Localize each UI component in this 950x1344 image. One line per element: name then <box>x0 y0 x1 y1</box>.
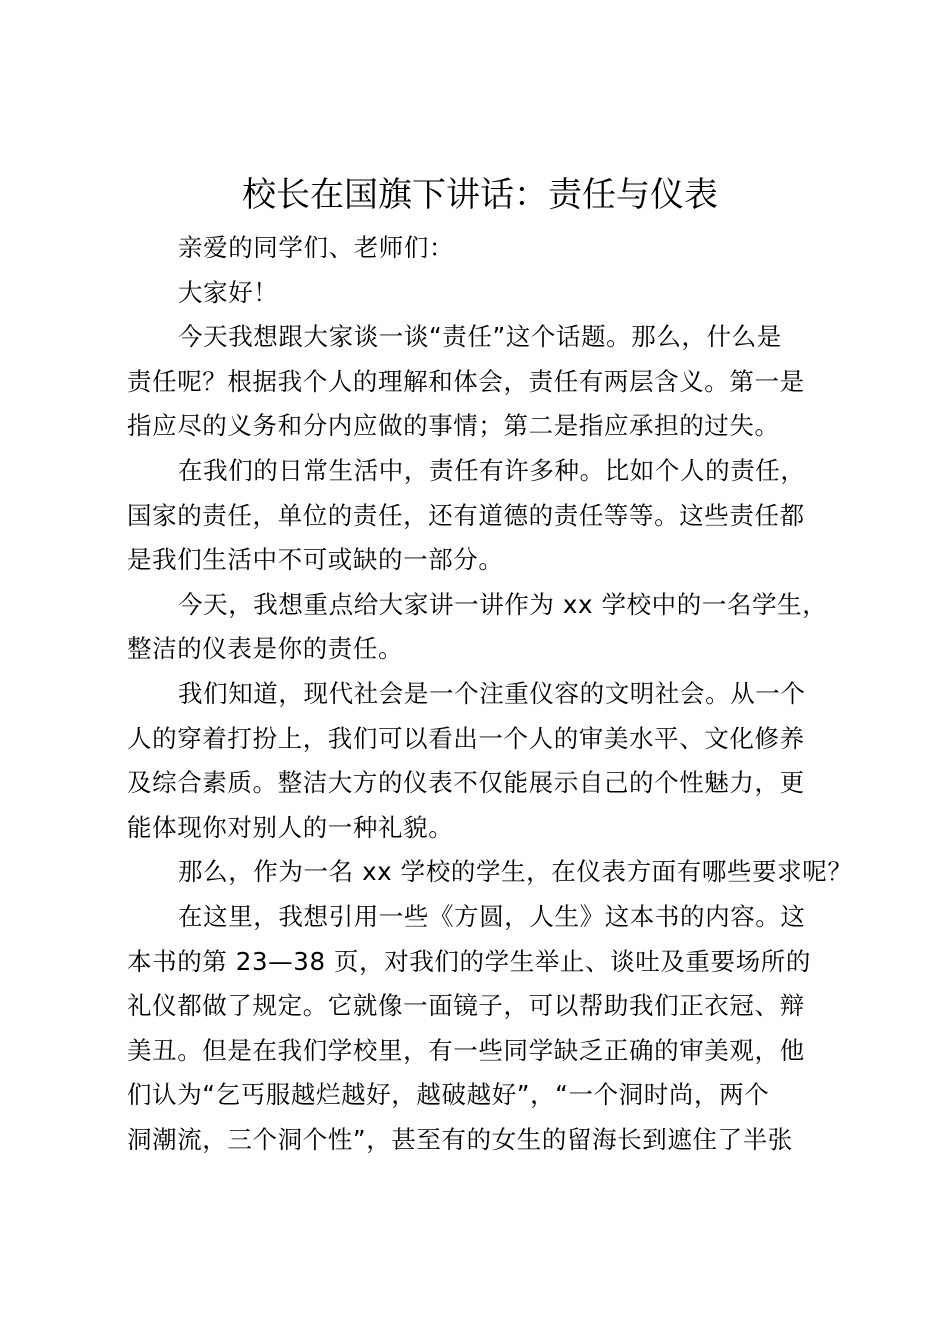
body-line: 本书的第 23—38 页，对我们的学生举止、谈吐及重要场所的 <box>127 946 811 976</box>
body-line: 国家的责任，单位的责任，还有道德的责任等等。这些责任都 <box>127 500 805 530</box>
body-line: 们认为“乞丐服越烂越好，越破越好”，“一个洞时尚，两个 <box>127 1080 770 1110</box>
body-line: 是我们生活中不可或缺的一部分。 <box>127 545 504 575</box>
body-line: 能体现你对别人的一种礼貌。 <box>127 812 454 842</box>
body-line: 今天我想跟大家谈一谈“责任”这个话题。那么，什么是 <box>178 322 782 352</box>
body-line: 整洁的仪表是你的责任。 <box>127 634 404 664</box>
document-body <box>127 226 853 1162</box>
document-title: 校长在国旗下讲话：责任与仪表 <box>242 175 718 215</box>
body-line: 人的穿着打扮上，我们可以看出一个人的审美水平、文化修养 <box>127 723 805 753</box>
body-line: 洞潮流，三个洞个性”，甚至有的女生的留海长到遮住了半张 <box>127 1124 793 1154</box>
body-line: 指应尽的义务和分内应做的事情；第二是指应承担的过失。 <box>127 411 780 441</box>
body-line: 亲爱的同学们、老师们： <box>178 233 455 262</box>
body-line: 那么，作为一名 xx 学校的学生，在仪表方面有哪些要求呢？ <box>178 857 853 887</box>
body-line: 在我们的日常生活中，责任有许多种。比如个人的责任， <box>178 455 806 485</box>
body-line: 我们知道，现代社会是一个注重仪容的文明社会。从一个 <box>178 678 806 708</box>
body-line: 美丑。但是在我们学校里，有一些同学缺乏正确的审美观，他 <box>127 1035 805 1065</box>
body-line: 今天，我想重点给大家讲一讲作为 xx 学校中的一名学生， <box>178 589 828 619</box>
body-line: 及综合素质。整洁大方的仪表不仅能展示自己的个性魅力，更 <box>127 768 805 798</box>
body-line: 责任呢？根据我个人的理解和体会，责任有两层含义。第一是 <box>127 366 805 396</box>
body-line: 大家好！ <box>178 277 279 307</box>
body-line: 在这里，我想引用一些《方圆，人生》这本书的内容。这 <box>178 901 806 931</box>
body-line: 礼仪都做了规定。它就像一面镜子，可以帮助我们正衣冠、辩 <box>127 991 805 1021</box>
